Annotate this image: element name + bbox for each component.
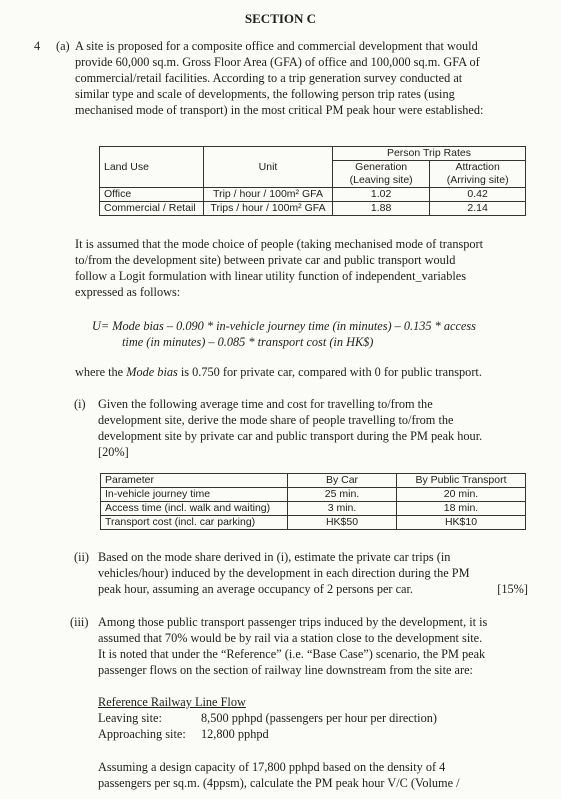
cell-car: 25 min. xyxy=(288,488,397,502)
part-iii-line: Among those public transport passenger trips induced by the development, it is xyxy=(98,615,488,629)
cell-parameter: In-vehicle journey time xyxy=(101,488,288,502)
attraction-label: Attraction xyxy=(455,161,500,173)
part-ii-line: peak hour, assuming an average occupancy of 2 persons per car. xyxy=(98,582,414,596)
cell-land-use: Office xyxy=(100,188,204,202)
leaving-label: Leaving site: xyxy=(98,711,162,725)
part-i-label: (i) xyxy=(74,397,86,411)
intro-line: provide 60,000 sq.m. Gross Floor Area (GFA) of office and 100,000 sq.m. GFA of xyxy=(75,55,480,69)
table-header-row xyxy=(101,474,526,488)
header-parameter: Parameter xyxy=(101,474,288,488)
part-i-line: development site by private car and public transport during the PM peak hour. xyxy=(98,429,483,443)
utility-equation xyxy=(92,318,532,350)
intro-line: mechanised mode of transport) in the most critical PM peak hour were established: xyxy=(75,103,484,117)
header-unit: Unit xyxy=(204,147,333,188)
cell-parameter: Access time (incl. walk and waiting) xyxy=(101,502,288,516)
mode-bias-sentence xyxy=(75,364,527,380)
part-ii-marks: [15%] xyxy=(497,582,528,596)
cell-car: 3 min. xyxy=(288,502,397,516)
table-row xyxy=(101,502,526,516)
table-row xyxy=(101,488,526,502)
part-ii-label: (ii) xyxy=(74,550,90,564)
part-i-line: development site, derive the mode share of people travelling to/from the xyxy=(98,413,454,427)
part-i-marks: [20%] xyxy=(98,445,129,459)
design-capacity-text xyxy=(98,759,528,791)
design-line: passengers per sq.m. (4ppsm), calculate the PM peak hour V/C (Volume / xyxy=(98,776,460,790)
cell-unit: Trip / hour / 100m² GFA xyxy=(204,188,333,202)
table-row xyxy=(101,516,526,530)
part-iii-line: It is noted that under the “Reference” (i.e. “Base Case”) scenario, the PM peak xyxy=(98,647,486,661)
table-row xyxy=(100,202,526,216)
leaving-row xyxy=(98,710,437,726)
part-i-line: Given the following average time and cost for travelling to/from the xyxy=(98,397,433,411)
cell-land-use: Commercial / Retail xyxy=(100,202,204,216)
intro-line: commercial/retail facilities. According to a trip generation survey conducted at xyxy=(75,71,463,85)
cell-generation: 1.02 xyxy=(333,188,430,202)
part-iii-text xyxy=(98,614,528,678)
section-title: SECTION C xyxy=(244,11,317,26)
generation-sub-label: (Leaving site) xyxy=(349,174,413,186)
parameter-table xyxy=(100,473,526,530)
cell-attraction: 2.14 xyxy=(430,202,526,216)
reference-flow-heading: Reference Railway Line Flow xyxy=(98,695,246,709)
assumption-line: expressed as follows: xyxy=(75,285,181,299)
trip-rate-table xyxy=(99,146,526,216)
part-ii-text xyxy=(98,549,528,597)
table-header-row xyxy=(100,147,526,161)
equation-line: time (in minutes) – 0.085 * transport cost (in HK$) xyxy=(122,335,374,349)
part-iii-line: assumed that 70% would be by rail via a station close to the development site. xyxy=(98,631,483,645)
part-i-text xyxy=(98,396,528,460)
part-iii-label: (iii) xyxy=(70,615,89,629)
assumption-line: to/from the development site) between private car and public transport would xyxy=(75,253,456,267)
intro-paragraph xyxy=(75,38,527,118)
assumption-line: It is assumed that the mode choice of people (taking mechanised mode of transport xyxy=(75,237,484,251)
leaving-value: 8,500 pphpd (passengers per hour per direction) xyxy=(201,711,437,725)
part-ii-line: vehicles/hour) induced by the development in each direction during the PM xyxy=(98,566,470,580)
assumption-paragraph xyxy=(75,236,527,300)
cell-parameter: Transport cost (incl. car parking) xyxy=(101,516,288,530)
intro-line: A site is proposed for a composite office and commercial development that would xyxy=(75,39,478,53)
part-ii-line: Based on the mode share derived in (i), estimate the private car trips (in xyxy=(98,550,451,564)
part-iii-line: passenger flows on the section of railway line downstream from the site are: xyxy=(98,663,473,677)
header-generation xyxy=(333,161,430,188)
mode-bias-post: is 0.750 for private car, compared with 0 for public transport. xyxy=(177,365,482,379)
part-a-label: (a) xyxy=(56,39,70,53)
approaching-value: 12,800 pphpd xyxy=(201,727,269,741)
header-by-car: By Car xyxy=(288,474,397,488)
approaching-label: Approaching site: xyxy=(98,727,186,741)
intro-line: similar type and scale of developments, the following person trip rates (using xyxy=(75,87,455,101)
generation-label: Generation xyxy=(355,161,408,173)
reference-flow-block xyxy=(98,694,437,742)
assumption-line: follow a Logit formulation with linear utility function of independent_variables xyxy=(75,269,467,283)
question-number: 4 xyxy=(34,39,41,53)
part-ii-last-row xyxy=(98,581,528,597)
cell-generation: 1.88 xyxy=(333,202,430,216)
approaching-row xyxy=(98,726,437,742)
cell-unit: Trips / hour / 100m² GFA xyxy=(204,202,333,216)
equation-line: U= Mode bias – 0.090 * in-vehicle journey time (in minutes) – 0.135 * access xyxy=(92,319,476,333)
cell-pt: HK$10 xyxy=(397,516,526,530)
cell-attraction: 0.42 xyxy=(430,188,526,202)
cell-car: HK$50 xyxy=(288,516,397,530)
mode-bias-pre: where the xyxy=(75,365,127,379)
header-person-trip-rates: Person Trip Rates xyxy=(333,147,526,161)
table-row xyxy=(100,188,526,202)
cell-pt: 18 min. xyxy=(397,502,526,516)
header-by-public-transport: By Public Transport xyxy=(397,474,526,488)
attraction-sub-label: (Arriving site) xyxy=(446,174,509,186)
header-land-use: Land Use xyxy=(100,147,204,188)
cell-pt: 20 min. xyxy=(397,488,526,502)
mode-bias-term: Mode bias xyxy=(126,365,178,379)
design-line: Assuming a design capacity of 17,800 pphpd based on the density of 4 xyxy=(98,760,446,774)
header-attraction xyxy=(430,161,526,188)
